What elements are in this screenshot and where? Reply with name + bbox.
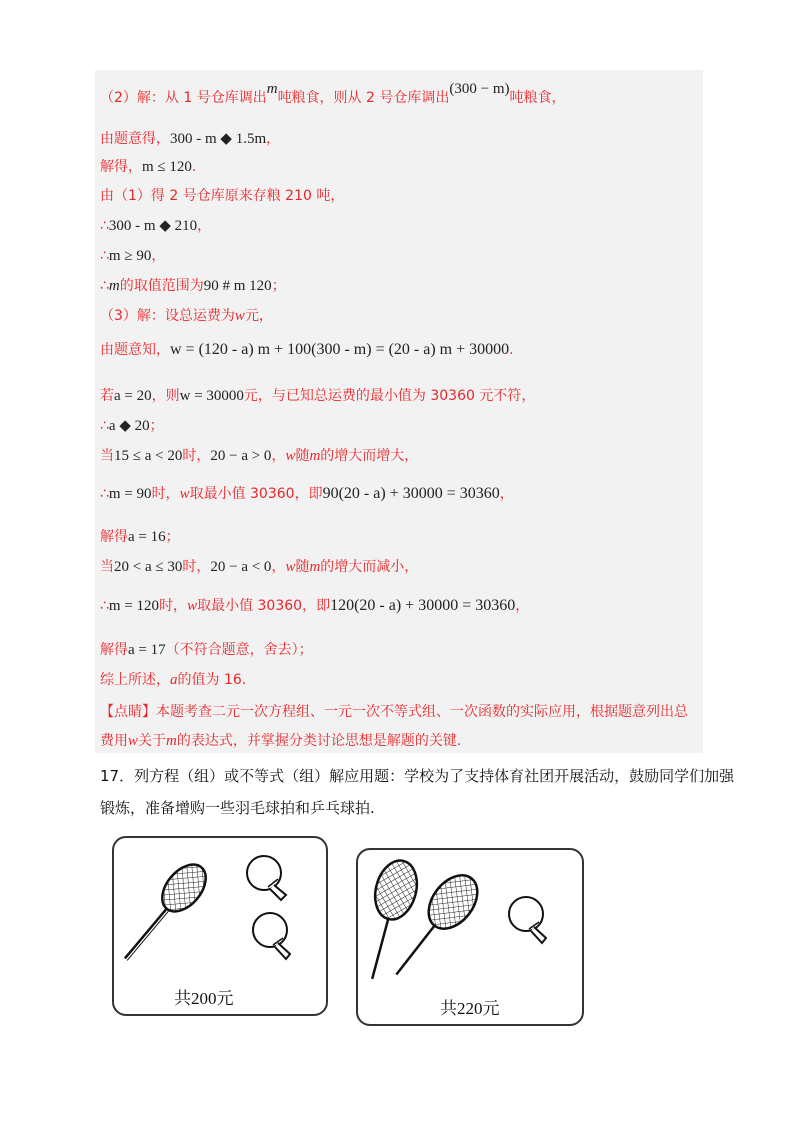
math-expr: w = (120 - a) m + 100(300 - m) = (20 - a) m + 30000 — [170, 341, 510, 358]
solution-line-12: 当15 ≤ a < 20时，20 − a > 0，w随m的增大而增大， — [100, 448, 419, 464]
solution-line-13: ∴m = 90时，w取最小值 30360，即90(20 - a) + 30000 = 30360， — [100, 485, 514, 502]
math-expr: m ≥ 90 — [108, 248, 152, 264]
solution-line-4: 由（1）得 2 号仓库原来存粮 210 吨， — [100, 188, 345, 204]
solution-line-16: ∴m = 120时，w取最小值 30360，即120(20 - a) + 30000 = 30360， — [100, 597, 530, 614]
solution-line-18: 综上所述，a的值为 16. — [100, 672, 247, 688]
solution-line-3: 解得，m ≤ 120. — [100, 159, 197, 175]
figure-box-left — [112, 836, 328, 1016]
solution-line-6: ∴m ≥ 90， — [100, 248, 166, 264]
figure-caption-left: 共200元 — [174, 989, 234, 1008]
solution-line-9: 由题意知，w = (120 - a) m + 100(300 - m) = (20 - a) m + 30000. — [100, 341, 514, 358]
solution-line-17: 解得a = 17（不符合题意，舍去）； — [100, 642, 313, 658]
question-17-line-2: 锻炼，准备增购一些羽毛球拍和乒乓球拍. — [100, 799, 375, 817]
math-expr: 300 - m ◆ 1.5m — [170, 131, 267, 147]
solution-line-7: ∴m的取值范围为90 # m 120； — [100, 278, 286, 294]
solution-line-2: 由题意得，300 - m ◆ 1.5m， — [100, 131, 281, 147]
math-expr: m ≤ 120 — [142, 159, 192, 175]
question-17-line-1: 17．列方程（组）或不等式（组）解应用题：学校为了支持体育社团开展活动，鼓励同学们加强 — [100, 767, 735, 785]
solution-line-5: ∴300 - m ◆ 210， — [100, 218, 212, 234]
solution-line-8: （3）解：设总运费为w元， — [100, 308, 273, 324]
math-expr: 90 # m 120 — [203, 278, 272, 294]
solution-line-11: ∴a ◆ 20； — [100, 418, 164, 434]
figure-caption-right: 共220元 — [440, 999, 500, 1018]
solution-line-10: 若a = 20，则w = 30000元，与已知总运费的最小值为 30360 元不符， — [100, 388, 536, 404]
expr-300-m: (300 − m) — [449, 81, 510, 97]
solution-comment-line-2: 费用w关于m的表达式，并掌握分类讨论思想是解题的关键. — [100, 733, 462, 749]
solution-comment-line-1: 【点睛】本题考查二元一次方程组、一元一次不等式组、一次函数的实际应用，根据题意列出总 — [100, 704, 688, 720]
var-m: m — [266, 81, 278, 97]
figure-box-right — [356, 848, 584, 1026]
math-expr: 300 - m ◆ 210 — [108, 218, 198, 234]
solution-line-14: 解得a = 16； — [100, 529, 180, 545]
solution-line-1: （2）解：从 1 号仓库调出m吨粮食，则从 2 号仓库调出(300 − m)吨粮食， — [100, 81, 566, 106]
solution-line-15: 当20 < a ≤ 30时，20 − a < 0，w随m的增大而减小， — [100, 559, 419, 575]
